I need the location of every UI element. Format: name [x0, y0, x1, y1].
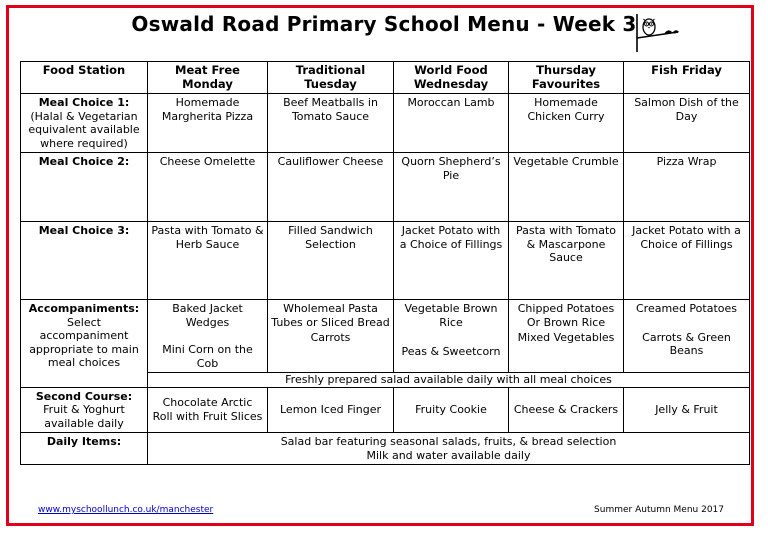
menu-table — [20, 61, 750, 465]
table-cell: Homemade Margherita Pizza — [148, 94, 268, 153]
row-sublabel: Select accompaniment appropriate to main meal choices — [29, 315, 139, 369]
table-cell: Homemade Chicken Curry — [509, 94, 624, 153]
accompaniment-bottom: Mixed Vegetables — [517, 331, 615, 344]
table-row — [21, 387, 750, 433]
table-cell: Cauliflower Cheese — [268, 153, 394, 222]
header-row — [21, 62, 750, 94]
header-thursday: Thursday Favourites — [509, 62, 624, 94]
table-cell: Quorn Shepherd’s Pie — [394, 153, 509, 222]
table-cell: Fruity Cookie — [394, 387, 509, 433]
table-cell — [509, 300, 624, 373]
accompaniment-bottom: Carrots & Green Beans — [642, 330, 731, 357]
row-label: Accompaniments: — [28, 302, 140, 315]
table-cell: Pasta with Tomato & Mascarpone Sauce — [509, 222, 624, 300]
accompaniment-top: Baked Jacket Wedges — [172, 302, 243, 329]
salad-note: Freshly prepared salad available daily with all meal choices — [148, 373, 750, 388]
header-monday: Meat Free Monday — [148, 62, 268, 94]
accompaniment-top: Vegetable Brown Rice — [404, 302, 498, 329]
table-cell: Beef Meatballs in Tomato Sauce — [268, 94, 394, 153]
table-cell: Vegetable Crumble — [509, 153, 624, 222]
table-row — [21, 94, 750, 153]
table-cell: Pizza Wrap — [624, 153, 750, 222]
row-label-accompaniments — [21, 300, 148, 388]
row-label-meal-choice-3: Meal Choice 3: — [21, 222, 148, 300]
header-tuesday: Traditional Tuesday — [268, 62, 394, 94]
accompaniment-top: Chipped Potatoes Or Brown Rice — [517, 302, 615, 329]
daily-items-line: Salad bar featuring seasonal salads, fruits, & bread selection — [280, 435, 617, 448]
row-label-meal-choice-1 — [21, 94, 148, 153]
table-cell: Cheese Omelette — [148, 153, 268, 222]
table-row — [21, 222, 750, 300]
table-cell — [624, 300, 750, 373]
owl-on-branch-icon — [634, 12, 680, 54]
row-label: Second Course: — [35, 389, 133, 403]
header-friday: Fish Friday — [624, 62, 750, 94]
website-link[interactable]: www.myschoollunch.co.uk/manchester — [38, 505, 214, 515]
table-cell: Filled Sandwich Selection — [268, 222, 394, 300]
daily-items-cell — [148, 433, 750, 465]
row-label-meal-choice-2: Meal Choice 2: — [21, 153, 148, 222]
table-cell: Salmon Dish of the Day — [624, 94, 750, 153]
table-cell: Pasta with Tomato & Herb Sauce — [148, 222, 268, 300]
table-cell — [148, 300, 268, 373]
table-cell: Lemon Iced Finger — [268, 387, 394, 433]
table-cell: Jacket Potato with a Choice of Fillings — [624, 222, 750, 300]
table-cell: Moroccan Lamb — [394, 94, 509, 153]
accompaniment-bottom: Carrots — [310, 331, 351, 344]
table-cell — [268, 300, 394, 373]
daily-items-line: Milk and water available daily — [366, 448, 531, 462]
menu-season-note: Summer Autumn Menu 2017 — [594, 505, 724, 515]
table-cell: Jacket Potato with a Choice of Fillings — [394, 222, 509, 300]
table-cell: Cheese & Crackers — [509, 387, 624, 433]
row-label: Meal Choice 1: — [38, 96, 130, 109]
header-food-station: Food Station — [21, 62, 148, 94]
row-label-daily-items: Daily Items: — [21, 433, 148, 465]
row-sublabel: Fruit & Yoghurt available daily — [43, 403, 125, 430]
page-title: Oswald Road Primary School Menu - Week 3 — [131, 12, 637, 36]
table-cell: Jelly & Fruit — [624, 387, 750, 433]
header-wednesday: World Food Wednesday — [394, 62, 509, 94]
table-row — [21, 433, 750, 465]
accompaniment-bottom: Peas & Sweetcorn — [401, 345, 501, 358]
accompaniment-bottom: Mini Corn on the Cob — [162, 343, 253, 370]
accompaniment-top: Creamed Potatoes — [636, 302, 737, 315]
row-label-second-course — [21, 387, 148, 433]
table-cell — [394, 300, 509, 373]
table-cell: Chocolate Arctic Roll with Fruit Slices — [148, 387, 268, 433]
table-row — [21, 300, 750, 373]
row-sublabel: (Halal & Vegetarian equivalent available where required) — [28, 109, 140, 150]
table-row — [21, 153, 750, 222]
accompaniment-top: Wholemeal Pasta Tubes or Sliced Bread — [271, 302, 390, 329]
